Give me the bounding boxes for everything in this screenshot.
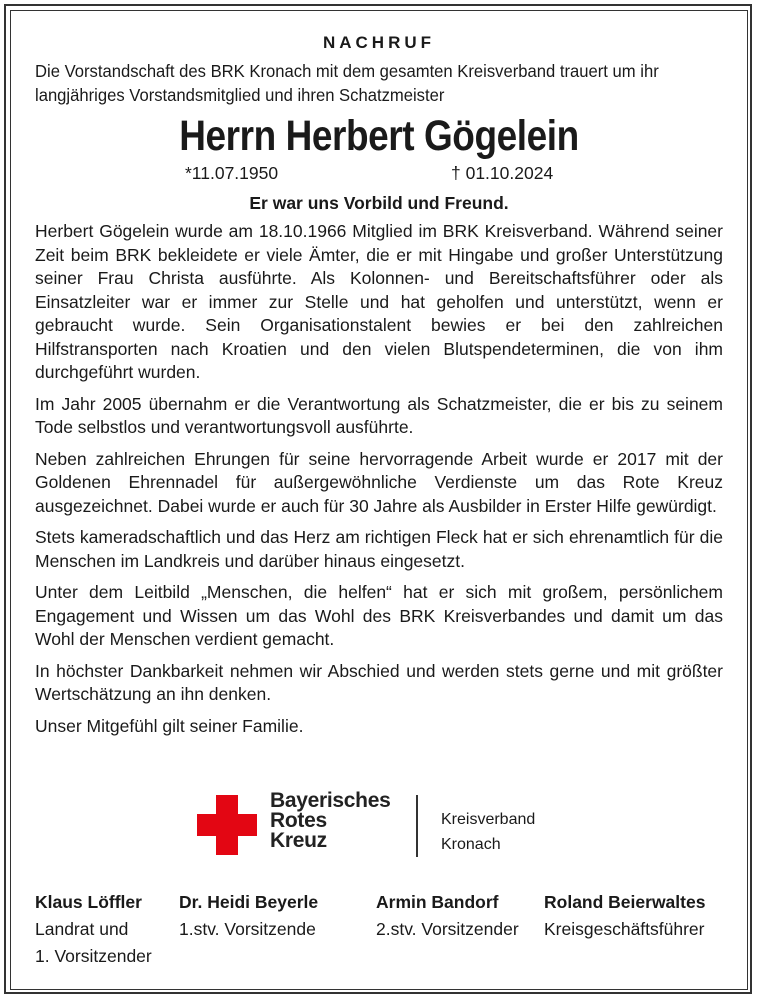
paragraph-farewell: In höchster Dankbarkeit nehmen wir Abschied und werden stets gerne und mit größter Wertschätzung an ihn denken. xyxy=(35,660,723,704)
signer-role: Landrat und xyxy=(35,919,129,939)
signature-block xyxy=(544,889,705,943)
paragraph-treasurer: Im Jahr 2005 übernahm er die Verantwortung als Schatzmeister, die er bis zu seinem Tode selbstlos und verantwortungsvoll ausführte. xyxy=(35,393,723,437)
signature-block xyxy=(179,889,318,943)
death-date: † 01.10.2024 xyxy=(451,163,554,183)
brk-line-2: Rotes xyxy=(270,809,327,832)
birth-date: *11.07.1950 xyxy=(185,163,279,183)
red-cross-icon xyxy=(197,795,257,855)
paragraph-condolence: Unser Mitgefühl gilt seiner Familie. xyxy=(35,715,304,736)
motto: Er war uns Vorbild und Freund. xyxy=(249,193,509,213)
obituary-content xyxy=(35,33,723,966)
signer-role: 1.stv. Vorsitzende xyxy=(179,919,316,939)
brk-wordmark xyxy=(270,791,390,851)
life-dates xyxy=(35,163,723,187)
logo-divider xyxy=(416,795,418,857)
kv-line-2: Kronach xyxy=(441,836,501,853)
signature-block xyxy=(35,889,152,970)
kreisverband-label xyxy=(441,807,535,857)
brk-line-3: Kreuz xyxy=(270,829,327,852)
signer-role-2: 1. Vorsitzender xyxy=(35,946,152,966)
kicker-heading: NACHRUF xyxy=(322,33,436,52)
intro-text: Die Vorstandschaft des BRK Kronach mit dem gesamten Kreisverband trauert um ihr langjähriges Vorstandsmitglied und ihren Schatzmeister xyxy=(35,61,659,105)
signer-role: 2.stv. Vorsitzender xyxy=(376,919,519,939)
paragraph-honors: Neben zahlreichen Ehrungen für seine hervorragende Arbeit wurde er 2017 mit der Goldenen Ehrennadel für außergewöhnliche Verdienste um das Rote Kreuz ausgezeichnet. Dabei wurde er auch für 30 Jahre als Ausbilder in Erster Hilfe gewürdigt. xyxy=(35,448,723,516)
signer-name: Roland Beierwaltes xyxy=(544,892,706,912)
signer-name: Armin Bandorf xyxy=(376,892,499,912)
brk-logo xyxy=(35,791,723,871)
paragraph-motto: Unter dem Leitbild „Menschen, die helfen“ hat er sich mit großem, persönlichem Engagement und Wissen um das Wohl des BRK Kreisverbandes und damit um das Wohl der Menschen verdient gemacht. xyxy=(35,582,723,649)
kv-line-1: Kreisverband xyxy=(441,811,536,828)
brk-line-1: Bayerisches xyxy=(270,789,391,812)
deceased-name: Herrn Herbert Gögelein xyxy=(179,112,579,160)
signer-role: Kreisgeschäftsführer xyxy=(544,919,705,939)
signatures xyxy=(35,889,723,979)
signer-name: Dr. Heidi Beyerle xyxy=(179,892,319,912)
signature-block xyxy=(376,889,519,943)
paragraph-biography: Herbert Gögelein wurde am 18.10.1966 Mitglied im BRK Kreisverband. Während seiner Zeit beim BRK bekleidete er viele Ämter, die er mit Hingabe und großer Unterstützung seiner Frau Christa ausführte. Als Kolonnen- und Bereitschaftsführer oder als Einsatzleiter war er immer zur Stelle und hat geholfen und unterstützt, wenn er gebraucht wurde. Sein Organisationstalent bewies er bei den zahlreichen Hilfstransporten nach Kroatien und den vielen Blutspendeterminen, die von ihm durchgeführt wurden. xyxy=(35,221,723,382)
paragraph-volunteer: Stets kameradschaftlich und das Herz am richtigen Fleck hat er sich ehrenamtlich für die Menschen im Landkreis und darüber hinaus eingesetzt. xyxy=(35,527,723,571)
signer-name: Klaus Löffler xyxy=(35,892,142,912)
